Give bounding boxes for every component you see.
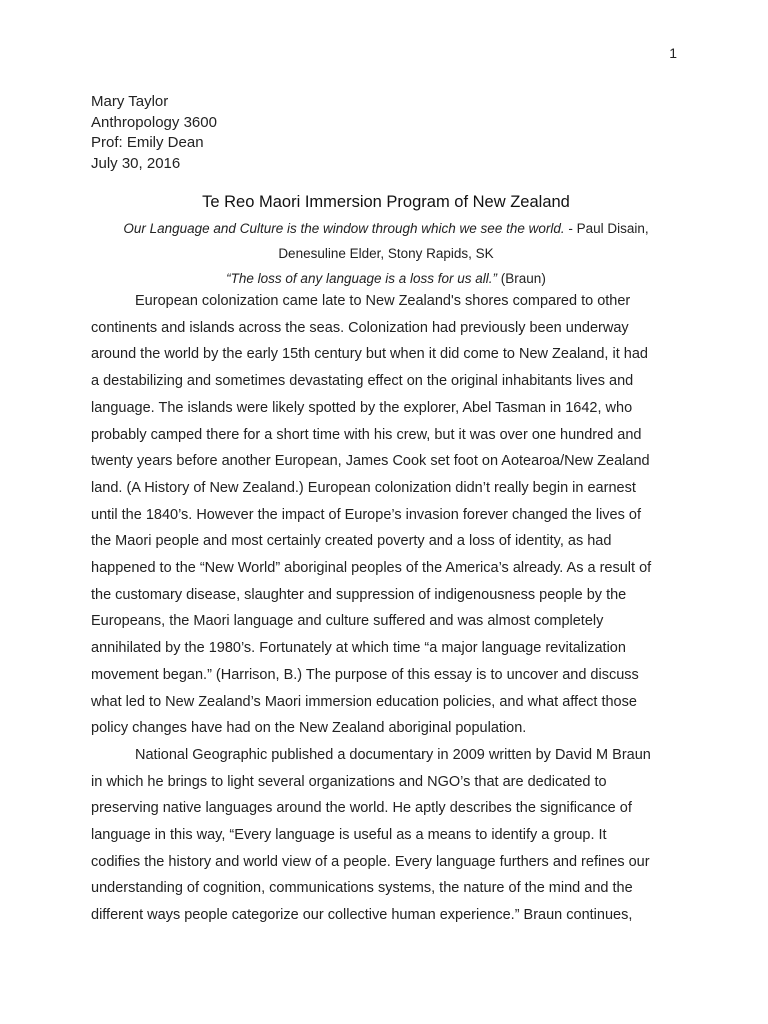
epigraph-quote-1-text: Our Language and Culture is the window through which we see the world. (123, 221, 565, 236)
page-number: 1 (669, 45, 677, 61)
epigraph-quote-2-text: “The loss of any language is a loss for us all.” (226, 271, 498, 286)
epigraph-quote-1-line-2: Denesuline Elder, Stony Rapids, SK (278, 246, 494, 261)
body-line: the customary disease, slaughter and suppression of indigenousness people by the (91, 586, 627, 603)
epigraph-quote-2-attribution: (Braun) (497, 271, 546, 286)
body-line: Europeans, the Maori language and culture suffered and was almost completely (91, 613, 604, 630)
body-line: happened to the “New World” aboriginal peoples of the America’s already. As a result of (91, 560, 652, 577)
course-name: Anthropology 3600 (91, 113, 217, 131)
body-line: in which he brings to light several organizations and NGO’s that are dedicated to (91, 773, 607, 790)
essay-title: Te Reo Maori Immersion Program of New Zealand (202, 193, 570, 211)
body-line: codifies the history and world view of a people. Every language furthers and refines our (91, 853, 650, 870)
body-line: land. (A History of New Zealand.) European colonization didn’t really begin in earnest (91, 479, 636, 496)
body-line: policy changes have had on the New Zealand aboriginal population. (91, 720, 527, 737)
body-line: what led to New Zealand’s Maori immersion education policies, and what affect those (91, 693, 637, 710)
body-line: annihilated by the 1980’s. Fortunately at which time “a major language revitalization (91, 640, 626, 657)
body-line: continents and islands across the seas. Colonization had previously been underway (91, 319, 629, 336)
body-line: language. The islands were likely spotted by the explorer, Abel Tasman in 1642, who (91, 399, 633, 416)
body-line: twenty years before another European, James Cook set foot on Aotearoa/New Zealand (91, 453, 650, 470)
body-line: the Maori people and most certainly created poverty and a loss of identity, as had (91, 533, 612, 550)
author-name: Mary Taylor (91, 93, 169, 110)
body-line: preserving native languages around the world. He aptly describes the significance of (91, 800, 632, 817)
essay-body (91, 288, 691, 929)
body-line: a destabilizing and sometimes devastating effect on the original inhabitants lives and (91, 373, 634, 390)
body-line: understanding of cognition, communications systems, the nature of the mind and the (91, 880, 633, 897)
body-line: different ways people categorize our collective human experience.” Braun continues, (91, 907, 633, 924)
author-header (91, 92, 217, 174)
body-line: probably camped there for a short time with his crew, but it was over one hundred and (91, 426, 642, 443)
body-line: National Geographic published a documentary in 2009 written by David M Braun (135, 746, 651, 763)
body-line: around the world by the early 15th century but when it did come to New Zealand, it had (91, 346, 648, 363)
body-line: language in this way, “Every language is useful as a means to identify a group. It (91, 827, 607, 844)
submission-date: July 30, 2016 (91, 154, 181, 172)
epigraph (91, 216, 681, 291)
body-line: movement began.” (Harrison, B.) The purpose of this essay is to uncover and discuss (91, 666, 639, 683)
body-line: until the 1840’s. However the impact of Europe’s invasion forever changed the lives of (91, 506, 641, 523)
professor-name: Prof: Emily Dean (91, 134, 204, 151)
epigraph-quote-1-line-1 (91, 216, 681, 241)
body-line: European colonization came late to New Zealand's shores compared to other (135, 293, 631, 309)
epigraph-quote-1-attribution: - Paul Disain, (564, 221, 649, 236)
